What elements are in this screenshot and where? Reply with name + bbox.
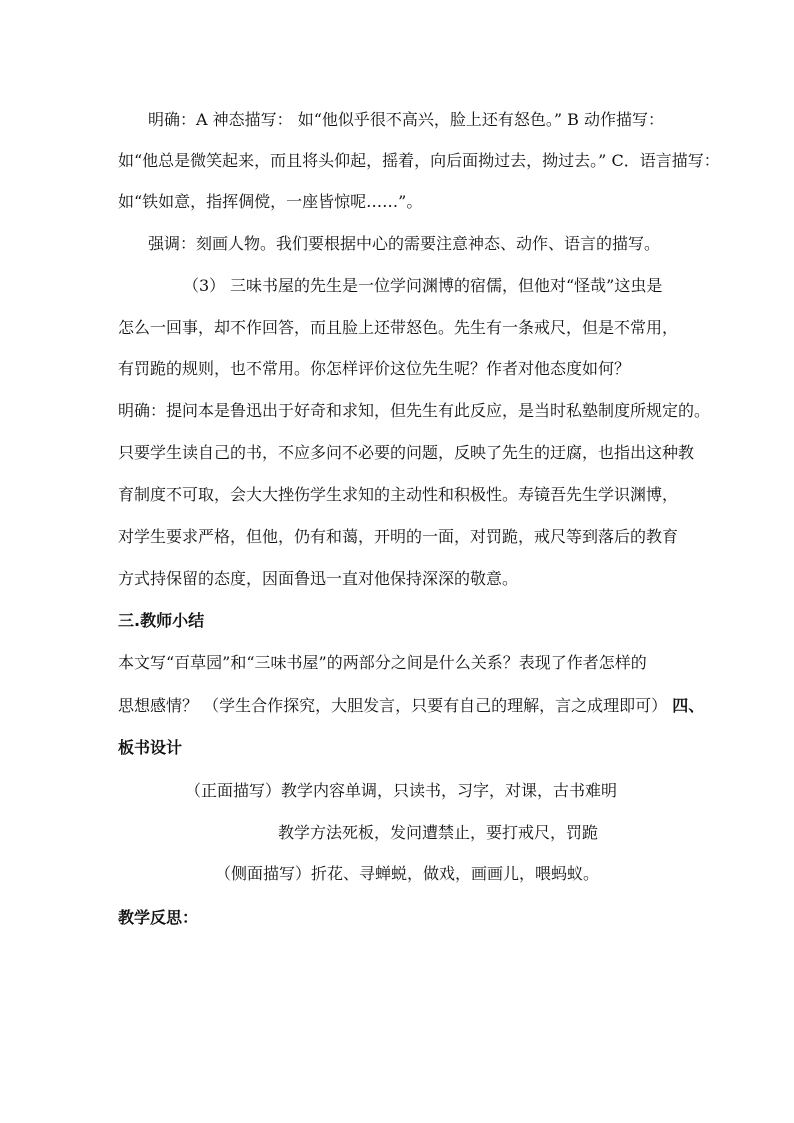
summary-line1: 本文写“百草园”和“三味书屋”的两部分之间是什么关系？表现了作者怎样的 <box>118 653 647 672</box>
answer-line5: 方式持保留的态度，因面鲁迅一直对他保持深深的敬意。 <box>118 569 519 588</box>
para1-line1: 明确：A 神态描写： 如“他似乎很不高兴，脸上还有怒色。” B 动作描写： <box>148 110 665 129</box>
section4-heading: 板书设计 <box>118 738 183 757</box>
question3-line3: 有罚跪的规则，也不常用。你怎样评价这位先生呢？作者对他态度如何？ <box>118 359 631 378</box>
answer-line2: 只要学生读自己的书，不应多问不必要的问题，反映了先生的迂腐，也指出这种教 <box>118 443 695 462</box>
reflection-heading: 教学反思： <box>118 908 199 927</box>
board-line1: （正面描写）教学内容单调，只读书，习字，对课，古书难明 <box>185 781 618 800</box>
answer-line3: 育制度不可取，会大大挫伤学生求知的主动性和积极性。寿镜吾先生学识渊博， <box>118 485 679 504</box>
board-line2: 教学方法死板，发问遭禁止，要打戒尺，罚跪 <box>278 823 599 842</box>
question3-number: （3） <box>183 276 226 295</box>
answer-line4: 对学生要求严格，但他，仍有和蔼，开明的一面，对罚跪，戒尺等到落后的教育 <box>118 527 679 546</box>
section3-heading: 三.教师小结 <box>118 611 205 630</box>
answer-line1: 明确：提问本是鲁迅出于好奇和求知，但先生有此反应，是当时私塾制度所规定的。 <box>118 401 711 420</box>
emphasis-line: 强调：刻画人物。我们要根据中心的需要注意神态、动作、语言的描写。 <box>148 234 661 253</box>
section4-number: 四、 <box>672 696 705 715</box>
question3-line1: 三味书屋的先生是一位学问渊博的宿儒，但他对“怪哉”这虫是 <box>230 276 663 295</box>
summary-line2-text: 思想感情？ （学生合作探究，大胆发言，只要有自己的理解，言之成理即可） <box>118 696 668 715</box>
board-line3: （侧面描写）折花、寻蝉蜕，做戏，画画儿，喂蚂蚁。 <box>215 864 600 883</box>
summary-line2 <box>118 696 704 716</box>
para1-line2: 如“他总是微笑起来，而且将头仰起，摇着，向后面拗过去，拗过去。” C．语言描写： <box>118 151 720 170</box>
question3-line2: 怎么一回事，却不作回答，而且脸上还带怒色。先生有一条戒尺，但是不常用， <box>118 318 679 337</box>
para1-line3: 如“铁如意，指挥倜傥，一座皆惊呢……”。 <box>118 192 423 211</box>
